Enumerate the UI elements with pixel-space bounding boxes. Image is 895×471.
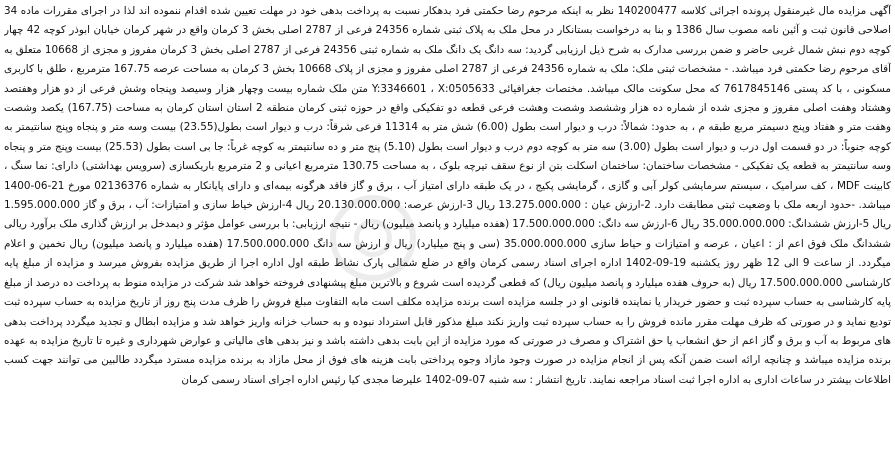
auction-notice-text: آگهی مزایده مال غیرمنقول پرونده اجرائی کلاسه 140200477 نظر به اینکه مرحوم رضا حکمتی فرد بدهکار نسبت به پرداخت بدهی خود در مهلت تعیین شده اقدام ننموده اند لذا در اجرای مقررات ماده 34 اصلاحی قانون ثبت و آئین نامه مصوب سال 1386 و بنا به درخواست بستانکار در محل ملک به پلاک ثبتی شماره 24356 فرعی از 2787 اصلی بخش 3 کرمان واقع در شهر کرمان خیابان ابوذر کوچه 42 چهار کوچه دوم نبش شمال غربی حاضر و ضمن بررسی مدارک به شرح ذیل ارزیابی گردید: سه دانگ یک دانگ ملک به شماره ثبتی 24356 فرعی از 2787 اصلی بخش 3 کرمان مفروز و مجزی از 10668 متعلق به آقای مرحوم رضا حکمتی فرد میباشد. - مشخصات ثبتی ملک: ملک به شماره 24356 فرعی از 2787 اصلی مفروز و مجزی از پلاک 10668 بخش 3 کرمان به مساحت عرصه 167.75 مترمربع ، طلق با کاربری مسکونی ، با کد پستی 7617845146 که محل سکونت مالک میباشد. مختصات جغرافیائی Y:3346601 ، X:0505633 متن ملک شماره بیست وچهار هزار وسیصد وپنجاه وشش فرعی از دو هزار وهفتصد وهشتاد وهفت اصلی مفروز و مجزی شده از شماره ده هزار وششصد وشصت وهشت فرعی قطعه دو تفکیکی واقع در حوزه ثبتی کرمان منطقه 2 استان استان کرمان به مساحت (167.75) یکصد وشصت وهفت متر و هفتاد وپنج دسیمتر مربع طبقه م ، به حدود: شمالاً: درب و دیوار است بطول (6.00) شش متر به 11314 فرعی شرقاً: درب و دیوار است بطول(23.55) بیست وسه متر و پنجاه وپنج سانتیمتر به کوچه جنوباً: در دو قسمت اول درب و دیوار است بطول (3.00) سه متر به کوچه دوم درب و دیوار است بطول (5.10) پنج متر و ده سانتیمتر به کوچه غرباً: جا بی است بطول (25.53) بیست وپنج متر و پنجاه وسه سانتیمتر به قطعه یک تفکیکی - مشخصات ساختمان: ساختمان اسکلت بتن از نوع سقف تیرچه بلوک ، به مساحت 130.75 مترمربع اعیانی و 2 مترمربع باریکسازی (سرویس بهداشتی) دارای: نما سنگ ، کابینت MDF ، کف سرامیک ، سیستم سرمایشی کولر آبی و گازی ، گرمایشی پکیج ، در یک طبقه دارای امتیاز آب ، برق و گاز فاقد هرگونه بیمه‌ای و دارای پایانکار به شماره 02136376 مورخ 21-06-1400 میباشد. -حدود اربعه ملک با وضعیت ثبتی مطابقت دارد. 2-ارزش عیان : 13.275.000.000 ریال 3-ارزش عرصه: 20.130.000.000 ریال 4-ارزش خیاط سازی و امتیازات: آب ، برق و گاز 1.595.000.000 ریال 5-ارزش ششدانگ: 35.000.000.000 ریال 6-ارزش سه دانگ: 17.500.000.000 (هفده میلیارد و پانصد میلیون) ریال - نتیجه ارزیابی: با بررسی عوامل مؤثر و دیمدخل بر ارزش گذاری ملک برآورد ریالی ششدانگ ملک فوق اعم از : اعیان ، عرصه و امتیازات و حیاط سازی 35.000.000.000 (سی و پنج میلیارد) ریال و ارزش سه دانگ 17.500.000.000 (هفده میلیارد و پانصد میلیون) ریال تخمین و اعلام میگردد. از ساعت 9 الی 12 ظهر روز یکشنبه 19-09-1402 اداره اجرای اسناد رسمی کرمان واقع در ضلع شمالی پارک نشاط طبقه اول اداره اجرا از طریق مزایده بفروش میرسد و مزایده از مبلغ پایه کارشناسی 17.500.000.000 ریال (به حروف هفده میلیارد و پانصد میلیون ریال) که قطعی گردیده است شروع و بالاترین مبلغ پیشنهادی فروخته خواهد شد شرکت در مزایده منوط به پرداخت ده درصد از مبلغ پایه کارشناسی به حساب سپرده ثبت و حضور خریدار یا نماینده قانونی او در جلسه مزایده است برنده مزایده مکلف است مابه التفاوت مبلغ فروش را ظرف مدت پنج روز از تاریخ مزایده به حساب سپرده ثبت تودیع نماید و در صورتی که ظرف مهلت مقرر مانده فروش را به حساب سپرده ثبت واریز نکند مبلغ مذکور قابل استرداد نبوده و به حساب خزانه واریز خواهد شد و مزایده ابطال و تجدید میگردد پرداخت بدهی های مربوط به آب و برق و گاز اعم از حق انشعاب یا حق اشتراک و مصرف در صورتی که مورد مزایده از این بابت بدهی داشته باشد و نیز بدهی های مالیاتی و عوارض شهرداری و غیره تا تاریخ مزایده به عهده برنده مزایده میباشد و چنانچه ارائه است ضمن آنکه پس از انجام مزایده در صورت وجود مازاد وجوه پرداختی بابت هزینه های فوق از محل مازاد به برنده مزایده مسترد میگردد طالبین می توانند جهت کسب اطلاعات بیشتر در ساعات اداری به اداره اجرا ثبت اسناد مراجعه نمایند. تاریخ انتشار : سه شنبه 07-09-1402 علیرضا مجدی کیا رئیس اداره اجرای اسناد رسمی کرمان (4, 5, 891, 386)
auction-notice-body (4, 2, 891, 469)
